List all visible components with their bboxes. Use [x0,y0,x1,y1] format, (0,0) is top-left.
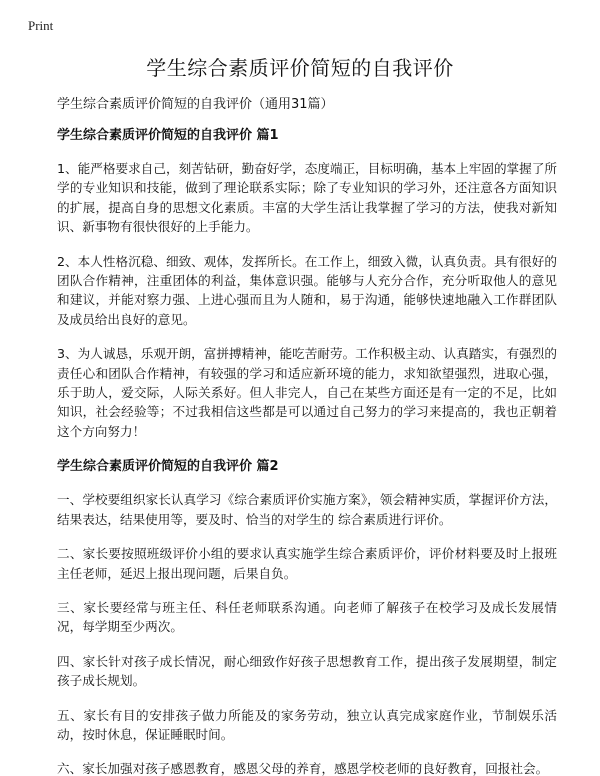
section-2 [57,458,557,776]
document-body [57,96,557,776]
print-link[interactable]: Print [28,18,54,33]
paragraph: 五、家长有目的安排孩子做力所能及的家务劳动，独立认真完成家庭作业，节制娱乐活动，按时休息，保证睡眠时间。 [57,707,557,742]
paragraph: 1、能严格要求自己，刻苦钻研，勤奋好学，态度端正，目标明确，基本上牢固的掌握了所学的专业知识和技能，做到了理论联系实际；除了专业知识的学习外，还注意各方面知识的扩展，提高自身的思想文化素质。丰富的大学生活让我掌握了学习的方法，使我对新知识、新事物有很快很好的上手能力。 [57,161,557,235]
section-heading: 学生综合素质评价简短的自我评价 篇1 [57,128,279,143]
section-heading: 学生综合素质评价简短的自我评价 篇2 [57,459,279,475]
paragraph: 3、为人诚恳，乐观开朗，富拼搏精神，能吃苦耐劳。工作积极主动、认真踏实，有强烈的责任心和团队合作精神，有较强的学习和适应新环境的能力，求知欲望强烈，进取心强，乐于助人，爱交际，人际关系好。但人非完人，自己在某些方面还是有一定的不足，比如知识，社会经验等；不过我相信这些都是可以通过自己努力的学习来提高的，我也正朝着这个方向努力！ [57,346,557,439]
paragraph: 一、学校要组织家长认真学习《综合素质评价实施方案》，领会精神实质，掌握评价方法，结果表达，结果使用等，要及时、恰当的对学生的 综合素质进行评价。 [57,492,557,527]
paragraph: 四、家长针对孩子成长情况，耐心细致作好孩子思想教育工作，提出孩子发展期望，制定孩子成长规划。 [57,653,557,689]
page-title: 学生综合素质评价简短的自我评价 [146,56,454,80]
section-1 [57,127,557,441]
paragraph: 二、家长要按照班级评价小组的要求认真实施学生综合素质评价，评价材料要及时上报班主任老师，延迟上报出现问题，后果自负。 [57,546,557,581]
paragraph: 2、本人性格沉稳、细致、观体，发挥所长。在工作上，细致入微，认真负责。具有很好的团队合作精神，注重团体的利益，集体意识强。能够与人充分合作，充分听取他人的意见和建议，并能对察力强、上进心强而且为人随和，易于沟通，能够快速地融入工作群团队及成员给出良好的意见。 [57,253,557,327]
document-subtitle: 学生综合素质评价简短的自我评价（通用31篇） [57,97,334,112]
paragraph: 三、家长要经常与班主任、科任老师联系沟通。向老师了解孩子在校学习及成长发展情况，每学期至少两次。 [57,599,557,635]
paragraph: 六、家长加强对孩子感恩教育，感恩父母的养育，感恩学校老师的良好教育，回报社会。 [57,761,549,776]
